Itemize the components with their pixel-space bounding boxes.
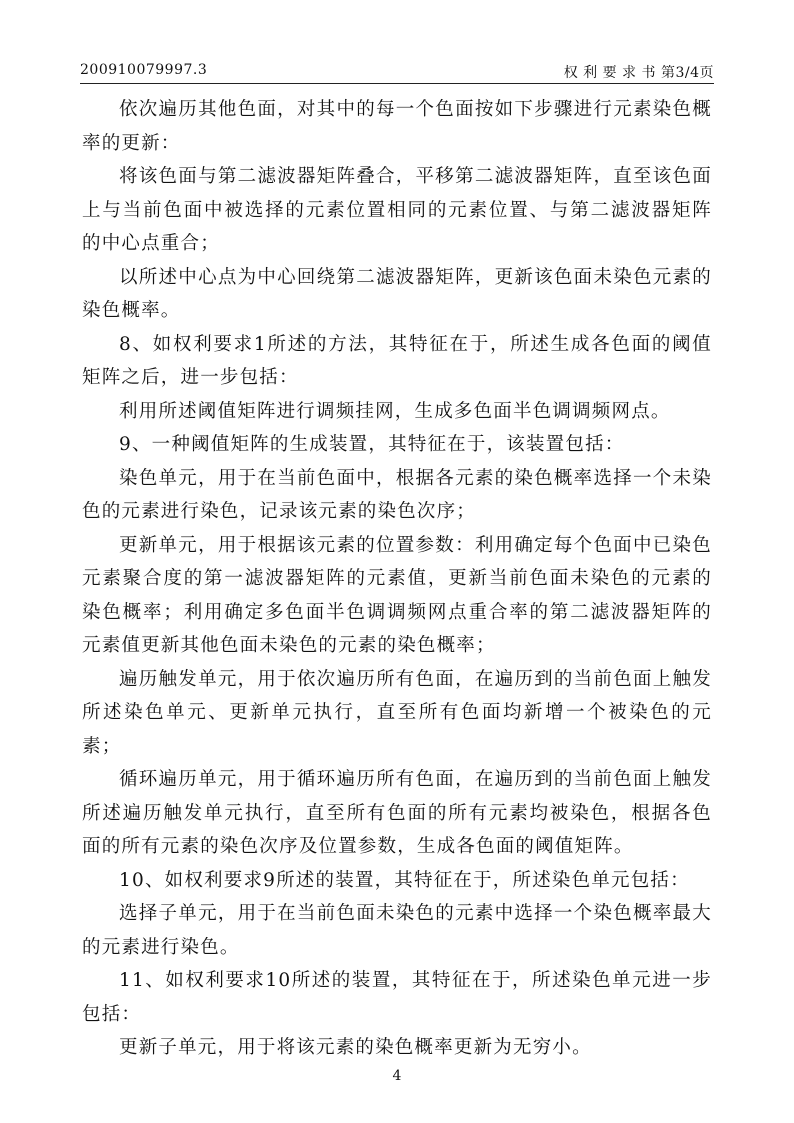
application-number: 200910079997.3 [80, 62, 208, 78]
claim-paragraph: 选择子单元，用于在当前色面未染色的元素中选择一个染色概率最大的元素进行染色。 [82, 903, 712, 958]
claim-paragraph: 更新单元，用于根据该元素的位置参数：利用确定每个色面中已染色元素聚合度的第一滤波器矩阵的元素值，更新当前色面未染色的元素的染色概率；利用确定多色面半色调调频网点重合率的第二滤波器矩阵的元素值更新其他色面未染色的元素的染色概率； [82, 534, 712, 656]
page-header [80, 58, 714, 80]
claim-paragraph: 利用所述阈值矩阵进行调频挂网，生成多色面半色调调频网点。 [119, 400, 671, 422]
claim-paragraph: 染色单元，用于在当前色面中，根据各元素的染色概率选择一个未染色的元素进行染色，记录该元素的染色次序； [82, 467, 712, 522]
claim-paragraph: 以所述中心点为中心回绕第二滤波器矩阵，更新该色面未染色元素的染色概率。 [82, 266, 712, 321]
claim-paragraph: 将该色面与第二滤波器矩阵叠合，平移第二滤波器矩阵，直至该色面上与当前色面中被选择的元素位置相同的元素位置、与第二滤波器矩阵的中心点重合； [82, 166, 712, 254]
claim-paragraph: 11、如权利要求10所述的装置，其特征在于，所述染色单元进一步包括： [82, 970, 712, 1025]
claim-paragraph: 循环遍历单元，用于循环遍历所有色面，在遍历到的当前色面上触发所述遍历触发单元执行，直至所有色面的所有元素均被染色，根据各色面的所有元素的染色次序及位置参数，生成各色面的阈值矩阵。 [82, 769, 712, 857]
claims-body [82, 93, 712, 1065]
claim-paragraph: 10、如权利要求9所述的装置，其特征在于，所述染色单元包括： [119, 869, 690, 891]
claim-paragraph: 遍历触发单元，用于依次遍历所有色面，在遍历到的当前色面上触发所述染色单元、更新单元执行，直至所有色面均新增一个被染色的元素； [82, 668, 712, 757]
document-type-and-page: 权 利 要 求 书 第3/4页 [563, 65, 714, 81]
claim-paragraph: 依次遍历其他色面，对其中的每一个色面按如下步骤进行元素染色概率的更新： [82, 99, 712, 154]
header-divider [80, 83, 714, 84]
claim-paragraph: 8、如权利要求1所述的方法，其特征在于，所述生成各色面的阈值矩阵之后，进一步包括： [82, 333, 712, 388]
page-number: 4 [392, 1068, 402, 1084]
claim-paragraph: 更新子单元，用于将该元素的染色概率更新为无穷小。 [119, 1037, 592, 1058]
claim-paragraph: 9、一种阈值矩阵的生成装置，其特征在于，该装置包括： [119, 434, 625, 455]
